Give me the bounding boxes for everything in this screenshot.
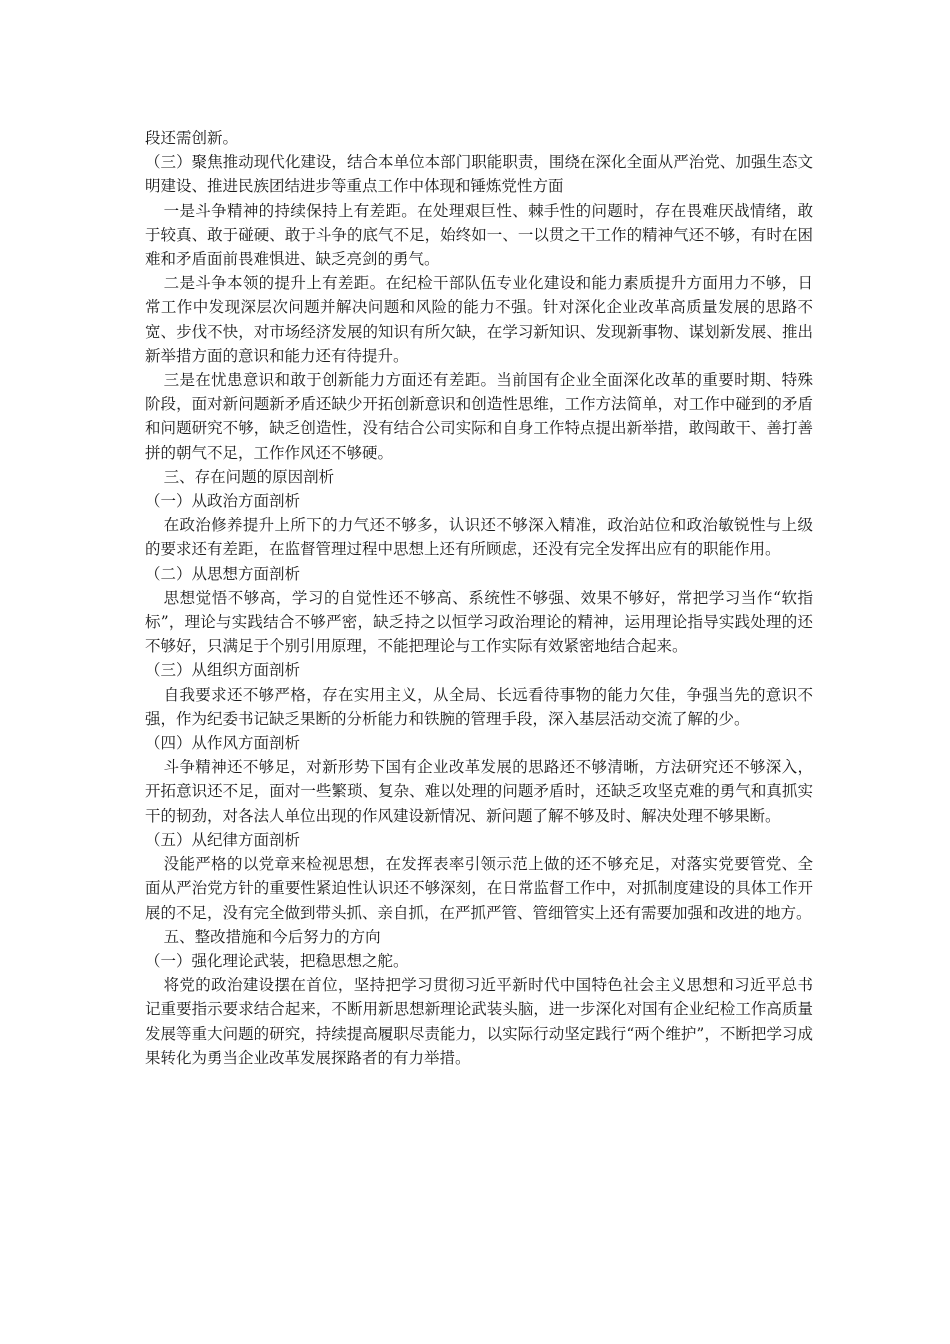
subsection-heading: （三）从组织方面剖析 (145, 661, 301, 680)
section-heading: （三）聚焦推动现代化建设，结合本单位本部门职能职责，围绕在深化全面从严治党、加强生态文明建设、推进民族团结进步等重点工作中体现和锤炼党性方面 (145, 153, 813, 196)
subsection-heading: （四）从作风方面剖析 (145, 734, 301, 753)
subsection-heading: （五）从纪律方面剖析 (145, 830, 301, 849)
section-heading: 三、存在问题的原因剖析 (163, 467, 335, 486)
paragraph: 将党的政治建设摆在首位，坚持把学习贯彻习近平新时代中国特色社会主义思想和习近平总书记重要指示要求结合起来，不断用新思想新理论武装头脑，进一步深化对国有企业纪检工作高质量发展等重大问题的研究，持续提高履职尽责能力，以实际行动坚定践行“两个维护”，不断把学习成果转化为勇当企业改革发展探路者的有力举措。 (145, 976, 813, 1067)
paragraph: 自我要求还不够严格，存在实用主义，从全局、长远看待事物的能力欠佳，争强当先的意识不强，作为纪委书记缺乏果断的分析能力和铁腕的管理手段，深入基层活动交流了解的少。 (145, 685, 813, 728)
paragraph: 在政治修养提升上所下的力气还不够多，认识还不够深入精准，政治站位和政治敏锐性与上级的要求还有差距，在监督管理过程中思想上还有所顾虑，还没有完全发挥出应有的职能作用。 (145, 516, 813, 559)
paragraph: 没能严格的以党章来检视思想，在发挥表率引领示范上做的还不够充足，对落实党要管党、全面从严治党方针的重要性紧迫性认识还不够深刻，在日常监督工作中，对抓制度建设的具体工作开展的不足，没有完全做到带头抓、亲自抓，在严抓严管、管细管实上还有需要加强和改进的地方。 (145, 855, 813, 922)
paragraph: 思想觉悟不够高，学习的自觉性还不够高、系统性不够强、效果不够好，常把学习当作“软指标”，理论与实践结合不够严密，缺乏持之以恒学习政治理论的精神，运用理论指导实践处理的还不够好，只满足于个别引用原理，不能把理论与工作实际有效紧密地结合起来。 (145, 588, 813, 656)
subsection-heading: （一）强化理论武装，把稳思想之舵。 (145, 951, 409, 970)
document-body (145, 126, 813, 1070)
paragraph: 二是斗争本领的提升上有差距。在纪检干部队伍专业化建设和能力素质提升方面用力不够，日常工作中发现深层次问题并解决问题和风险的能力不强。针对深化企业改革高质量发展的思路不宽、步伐不快，对市场经济发展的知识有所欠缺，在学习新知识、发现新事物、谋划新发展、推出新举措方面的意识和能力还有待提升。 (145, 274, 813, 365)
paragraph: 段还需创新。 (145, 129, 239, 147)
section-heading: 五、整改措施和今后努力的方向 (163, 927, 381, 946)
paragraph: 一是斗争精神的持续保持上有差距。在处理艰巨性、棘手性的问题时，存在畏难厌战情绪，敢于较真、敢于碰硬、敢于斗争的底气不足，始终如一、一以贯之干工作的精神气还不够，有时在困难和矛盾面前畏难惧进、缺乏亮剑的勇气。 (145, 201, 813, 269)
paragraph: 三是在忧患意识和敢于创新能力方面还有差距。当前国有企业全面深化改革的重要时期、特殊阶段，面对新问题新矛盾还缺少开拓创新意识和创造性思维，工作方法简单，对工作中碰到的矛盾和问题研究不够，缺乏创造性，没有结合公司实际和自身工作特点提出新举措，敢闯敢干、善打善拼的朝气不足，工作作风还不够硬。 (145, 371, 813, 462)
paragraph: 斗争精神还不够足，对新形势下国有企业改革发展的思路还不够清晰，方法研究还不够深入，开拓意识还不足，面对一些繁琐、复杂、难以处理的问题矛盾时，还缺乏攻坚克难的勇气和真抓实干的韧劲，对各法人单位出现的作风建设新情况、新问题了解不够及时、解决处理不够果断。 (145, 758, 813, 825)
subsection-heading: （二）从思想方面剖析 (145, 564, 301, 583)
subsection-heading: （一）从政治方面剖析 (145, 492, 301, 511)
